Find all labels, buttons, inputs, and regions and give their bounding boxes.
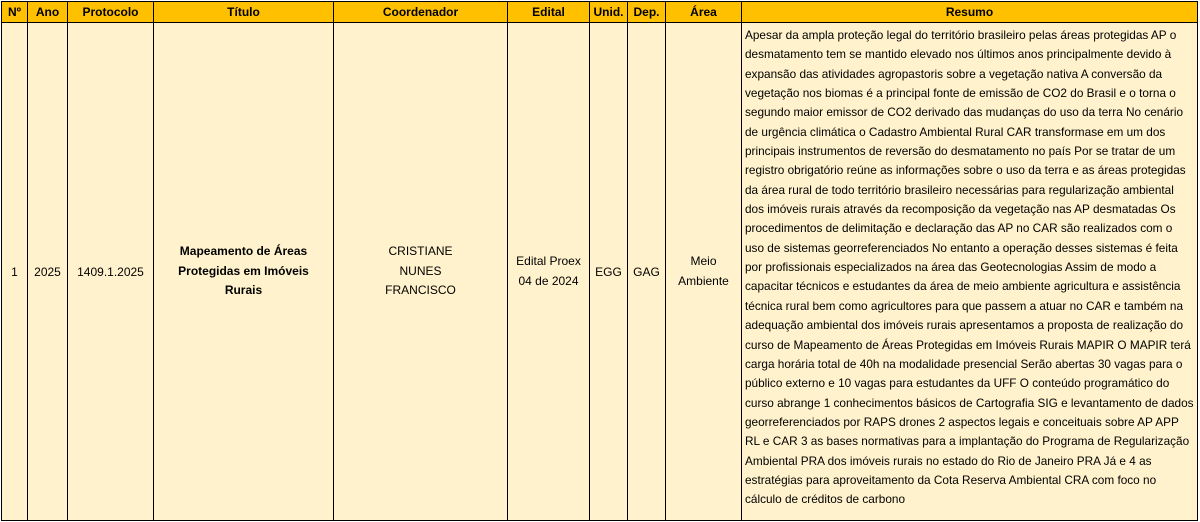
header-coordenador: Coordenador [334, 2, 508, 23]
projects-table [1, 1, 1198, 521]
cell-area: Meio Ambiente [666, 23, 742, 521]
header-titulo: Título [154, 2, 334, 23]
cell-ano: 2025 [28, 23, 68, 521]
table-header [2, 2, 1198, 23]
table-body [2, 23, 1198, 521]
cell-edital: Edital Proex 04 de 2024 [508, 23, 590, 521]
cell-n: 1 [2, 23, 28, 521]
header-dep: Dep. [628, 2, 666, 23]
header-protocolo: Protocolo [68, 2, 154, 23]
header-ano: Ano [28, 2, 68, 23]
cell-unid: EGG [590, 23, 628, 521]
header-unid: Unid. [590, 2, 628, 23]
cell-dep: GAG [628, 23, 666, 521]
cell-titulo: Mapeamento de Áreas Protegidas em Imóveis Rurais [154, 23, 334, 521]
header-n: Nº [2, 2, 28, 23]
header-resumo: Resumo [742, 2, 1198, 23]
header-edital: Edital [508, 2, 590, 23]
table-row [2, 23, 1198, 521]
cell-coordenador: CRISTIANE NUNES FRANCISCO [334, 23, 508, 521]
cell-protocolo: 1409.1.2025 [68, 23, 154, 521]
header-row [2, 2, 1198, 23]
header-area: Área [666, 2, 742, 23]
cell-resumo: Apesar da ampla proteção legal do território brasileiro pelas áreas protegidas AP o desmatamento tem se mantido elevado nos últimos anos principalmente devido à expansão das atividades agropastoris sobre a vegetação nativa A conversão da vegetação nos biomas é a principal fonte de emissão de CO2 do Brasil e o torna o segundo maior emissor de CO2 derivado das mudanças do uso da terra No cenário de urgência climática o Cadastro Ambiental Rural CAR transformase em um dos principais instrumentos de reversão do desmatamento no país Por se tratar de um registro obrigatório reúne as informações sobre o uso da terra e as áreas protegidas da área rural de todo território brasileiro necessárias para regularização ambiental dos imóveis rurais através da recomposição da vegetação nas AP desmatadas Os procedimentos de delimitação e declaração das AP no CAR são realizados com o uso de sistemas georreferenciados No entanto a operação desses sistemas é feita por profissionais especializados na área das Geotecnologias Assim de modo a capacitar técnicos e estudantes da área de meio ambiente agricultura e assistência técnica rural bem como agricultores para que passem a atuar no CAR e também na adequação ambiental dos imóveis rurais apresentamos a proposta de realização do curso de Mapeamento de Áreas Protegidas em Imóveis Rurais MAPIR O MAPIR terá carga horária total de 40h na modalidade presencial Serão abertas 30 vagas para o público externo e 10 vagas para estudantes da UFF O conteúdo programático do curso abrange 1 conhecimentos básicos de Cartografia SIG e levantamento de dados georreferenciados por RAPS drones 2 aspectos legais e conceituais sobre AP APP RL e CAR 3 as bases normativas para a implantação do Programa de Regularização Ambiental PRA dos imóveis rurais no estado do Rio de Janeiro PRA Já e 4 as estratégias para aproveitamento da Cota Reserva Ambiental CRA com foco no cálculo de créditos de carbono [742, 23, 1198, 521]
